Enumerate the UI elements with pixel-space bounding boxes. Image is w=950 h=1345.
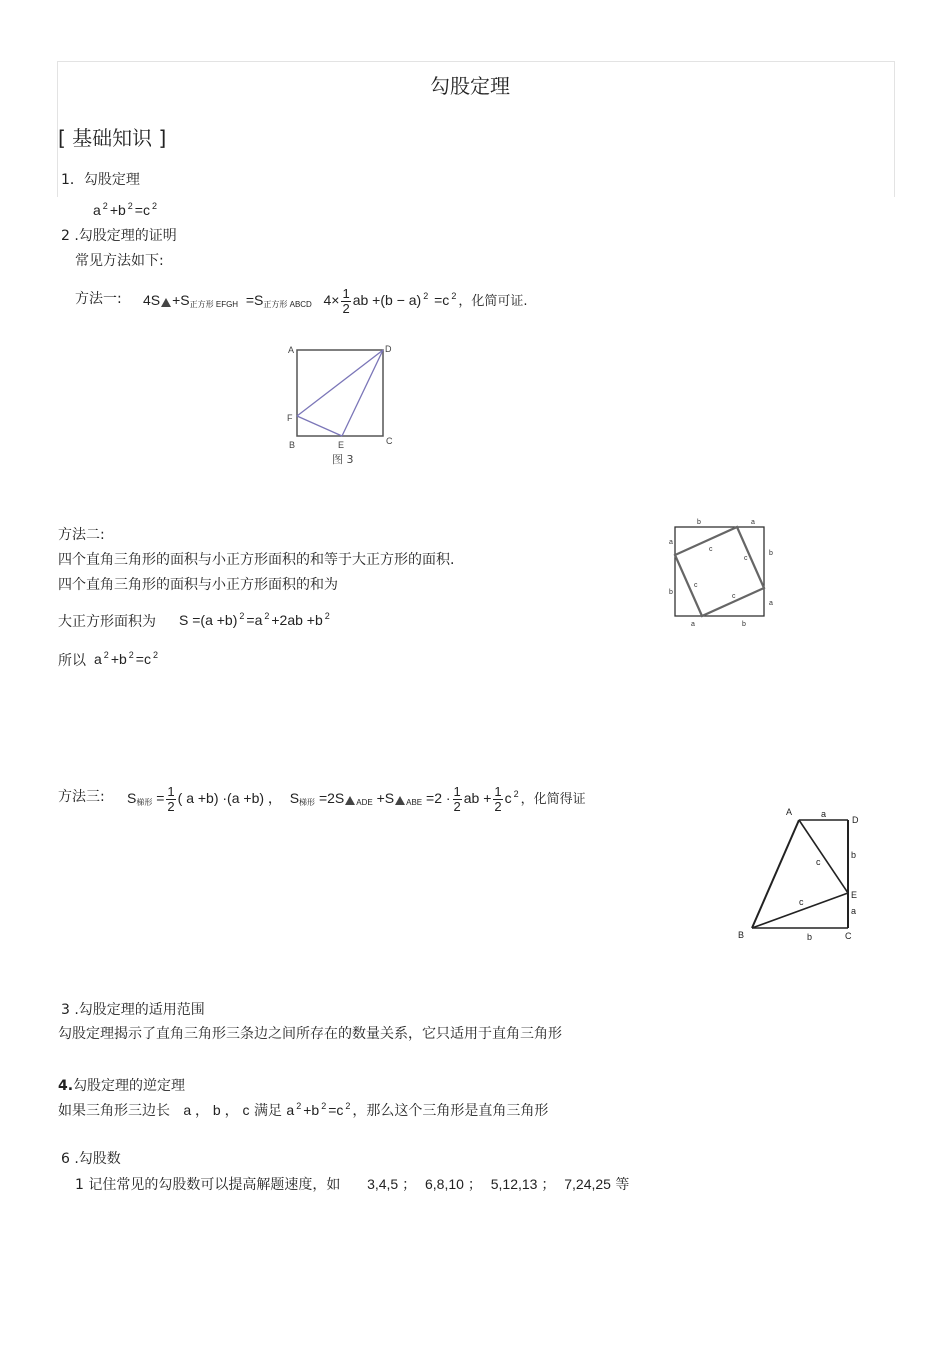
triangle-symbol <box>161 298 171 307</box>
svg-text:b: b <box>807 932 813 942</box>
fig3-label-b: B <box>289 440 296 450</box>
method3-formula: $S_{梯形}$ = $\frac{1}{2}$ ( a +b) ·(a +b) ， $S_{梯形} =2S$ $_{ADE}$ +S $_{ABE}$ =2 · $\frac{1}{2}$ ab + $\frac{1}{2}$ c $^2$ ，化简得证 <box>127 783 586 814</box>
svg-text:c: c <box>694 582 698 589</box>
s1-heading: 1．勾股定理 <box>61 172 140 188</box>
svg-text:b: b <box>742 621 746 628</box>
svg-text:c: c <box>799 897 804 907</box>
triangle-symbol <box>345 796 355 805</box>
svg-text:a: a <box>691 621 695 628</box>
figure-3-square-diagram <box>282 340 402 472</box>
method2-line1: 四个直角三角形的面积与小正方形面积的和等于大正方形的面积. <box>58 552 455 568</box>
svg-text:a: a <box>851 906 857 916</box>
s4-heading: 4.勾股定理的逆定理 <box>58 1078 186 1094</box>
s4-text: 如果三角形三边长 a ， b ， c 满足 a $^2$ +b $^2$ =c $^2$ ，那么这个三角形是直角三角形 <box>58 1101 549 1119</box>
fig3-label-a: A <box>288 345 295 355</box>
svg-text:D: D <box>852 815 859 825</box>
figure-inner-square-diagram <box>664 514 784 630</box>
fig3-label-d: D <box>385 344 392 354</box>
s3-heading: 3 .勾股定理的适用范围 <box>61 1002 205 1018</box>
svg-text:B: B <box>738 930 745 940</box>
s6-text: 1 记住常见的勾股数可以提高解题速度，如 3,4,5 ； 6,8,10 ； 5,12,13 ； 7,24,25 等 <box>75 1176 630 1193</box>
s2-intro: 常见方法如下: <box>75 253 164 269</box>
s6-heading: 6 .勾股数 <box>61 1151 121 1167</box>
fig3-label-c: C <box>386 436 393 446</box>
figure-trapezoid-diagram <box>732 800 867 945</box>
svg-text:c: c <box>744 555 748 562</box>
section-heading: [ 基础知识 ] <box>58 126 167 150</box>
method2-line4-formula: a $^2$ +b $^2$ =c $^2$ <box>94 650 158 667</box>
svg-text:c: c <box>732 593 736 600</box>
method2-line3-formula: S =(a +b) $^2$ =a $^2$ +2ab +b $^2$ <box>179 611 330 628</box>
fig3-label-e: E <box>338 440 345 450</box>
svg-text:b: b <box>851 850 857 860</box>
method2-label: 方法二: <box>58 527 105 543</box>
s2-heading: 2 .勾股定理的证明 <box>61 228 177 244</box>
fig3-label-f: F <box>287 413 293 423</box>
svg-text:b: b <box>697 519 701 526</box>
svg-text:C: C <box>845 931 852 941</box>
method2-line3-label: 大正方形面积为 <box>58 614 156 630</box>
svg-text:a: a <box>669 539 673 546</box>
method2-line2: 四个直角三角形的面积与小正方形面积的和为 <box>58 577 338 593</box>
svg-text:c: c <box>709 546 713 553</box>
method1-formula: $4S +S_{正方形 EFGH} =S_{正方形 ABCD}$ 4× $\frac{1}{2}$ ab +(b − a) $^2$ =c $^2$ ，化简可证. <box>143 285 528 316</box>
svg-text:A: A <box>786 807 793 817</box>
triangle-symbol <box>395 796 405 805</box>
svg-text:b: b <box>769 550 773 557</box>
svg-text:a: a <box>769 600 773 607</box>
svg-text:b: b <box>669 589 673 596</box>
method2-line4-label: 所以 <box>58 653 86 669</box>
svg-text:E: E <box>851 890 858 900</box>
fig3-caption: 图 3 <box>332 453 354 466</box>
method3-label: 方法三: <box>58 789 105 805</box>
method1-label: 方法一: <box>75 291 122 307</box>
page-title: 勾股定理 <box>430 74 510 98</box>
svg-text:a: a <box>751 519 755 526</box>
s1-formula: a $^2$ +b $^2$ =c $^2$ <box>93 201 157 218</box>
s3-text: 勾股定理揭示了直角三角形三条边之间所存在的数量关系，它只适用于直角三角形 <box>58 1026 562 1042</box>
svg-text:c: c <box>816 857 821 867</box>
svg-text:a: a <box>821 809 827 819</box>
